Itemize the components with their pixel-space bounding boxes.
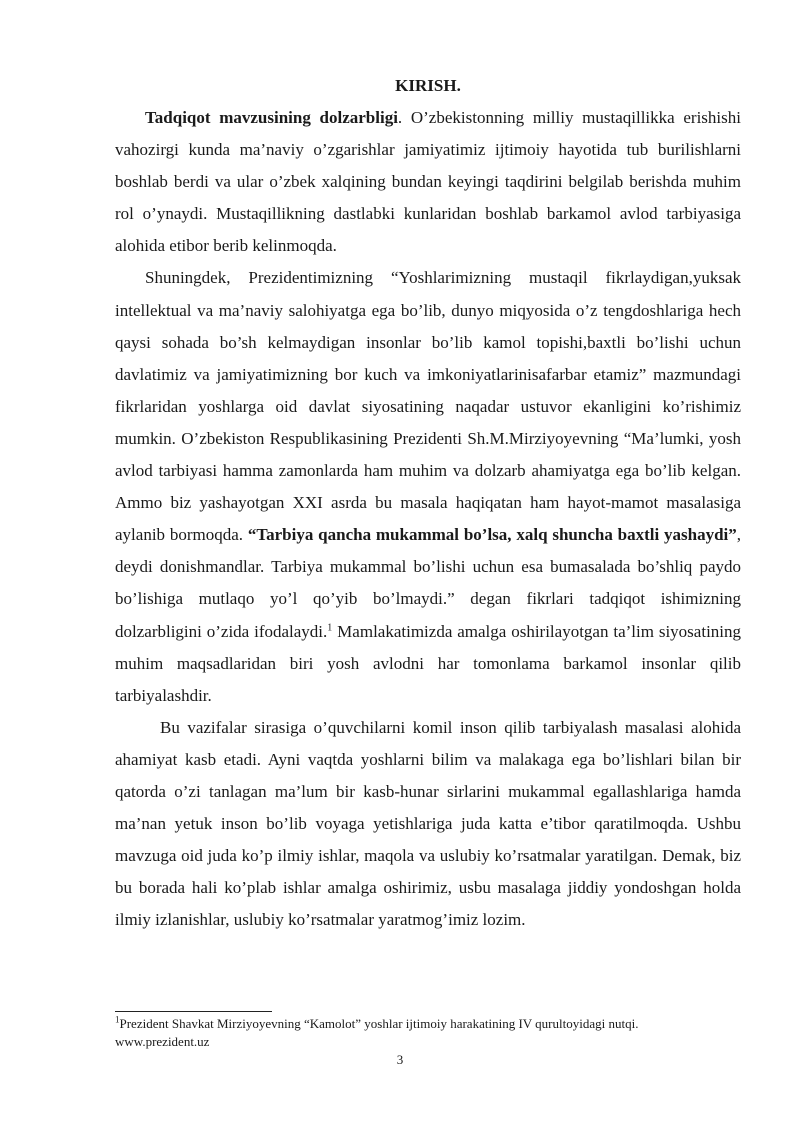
paragraph-text: . O’zbekistonning milliy mustaqillikka erishishi vahozirgi kunda ma’naviy o’zgarishlar jamiyatimiz ijtimoiy hayotida tub burilishlarni boshlab berdi va ular o’zbek xalqining bundan keyingi taqdirini belgilab berishda muhim rol o’ynaydi. Mustaqillikning dastlabki kunlaridan boshlab barkamol avlod tarbiyasiga alohida etibor berib kelinmoqda. [115, 108, 741, 256]
page-title: KIRISH. [395, 76, 461, 95]
relevance-lead: Tadqiqot mavzusining dolzarbligi [145, 108, 398, 127]
footnote-divider [115, 1011, 272, 1012]
footnote [115, 1015, 741, 1051]
paragraph-relevance [115, 102, 741, 262]
paragraph-text: , deydi donishmandlar. Tarbiya mukammal bo’lishi uchun esa bumasalada bo’shliq paydo bo’lishiga mutlaqo yo’l qo’yib bo’lmaydi.” degan fikrlari tadqiqot ishimizning dolzarbligini o’zida ifodalaydi. [115, 525, 742, 641]
footnote-reference[interactable]: 1 [327, 621, 333, 633]
paragraph-text: Shuningdek, Prezidentimizning “Yoshlarimizning mustaqil fikrlaydigan,yuksak intellektual va ma’naviy salohiyatga ega bo’lib, dunyo miqyosida o’z tengdoshlariga hech qaysi sohada bo’sh kelmaydigan insonlar bo’lib kamol topishi,baxtli bo’lishi uchun davlatimiz va jamiyatimizning bor kuch va imkoniyatlarinisafarbar etamiz” mazmundagi fikrlaridan yoshlarga oid davlat siyosatining naqadar ustuvor ekanligini ko’rishimiz mumkin. O’zbekiston Respublikasining Prezidenti Sh.M.Mirziyoyevning “Ma’lumki, yosh avlod tarbiyasi hamma zamonlarda ham muhim va dolzarb ahamiyatga ega bo’lib kelgan. Ammo biz yashayotgan XXI asrda bu masala haqiqatan ham hayot-mamot masalasiga aylanib bormoqda. [115, 268, 741, 545]
paragraph-text: Mamlakatimizda amalga oshirilayotgan ta’lim siyosatining muhim maqsadlaridan biri yosh avlodni har tomonlama barkamol insonlar qilib tarbiyalashdir. [115, 621, 742, 705]
bold-quote: “Tarbiya qancha mukammal bo’lsa, xalq shuncha baxtli yashaydi” [247, 525, 737, 545]
footnote-url[interactable]: www.prezident.uz [115, 1034, 210, 1049]
footnote-text: Prezident Shavkat Mirziyoyevning “Kamolot” yoshlar ijtimoiy harakatining IV qurultoyidagi nutqi. [119, 1016, 639, 1031]
page-body [115, 72, 741, 936]
paragraph-president-quote [115, 262, 741, 711]
page-number: 3 [396, 1052, 404, 1067]
paragraph-tasks: Bu vazifalar sirasiga o’quvchilarni komil inson qilib tarbiyalash masalasi alohida ahamiyat kasb etadi. Ayni vaqtda yoshlarni bilim va malakaga ega bo’lishlari bilan bir qatorda o’zi tanlagan ma’lum bir kasb-hunar sirlarini mukammal egallashlariga hamda ma’nan yetuk inson bo’lib voyaga yetishlariga juda katta e’tibor qaratilmoqda. Ushbu mavzuga oid juda ko’p ilmiy ishlar, maqola va uslubiy ko’rsatmalar yaratilgan. Demak, biz bu borada hali ko’plab ishlar amalga oshirimiz, usbu masalaga jiddiy yondoshgan holda ilmiy izlanishlar, uslubiy ko’rsatmalar yaratmog’imiz lozim. [115, 717, 741, 930]
footnote-mark: 1 [115, 1014, 120, 1025]
